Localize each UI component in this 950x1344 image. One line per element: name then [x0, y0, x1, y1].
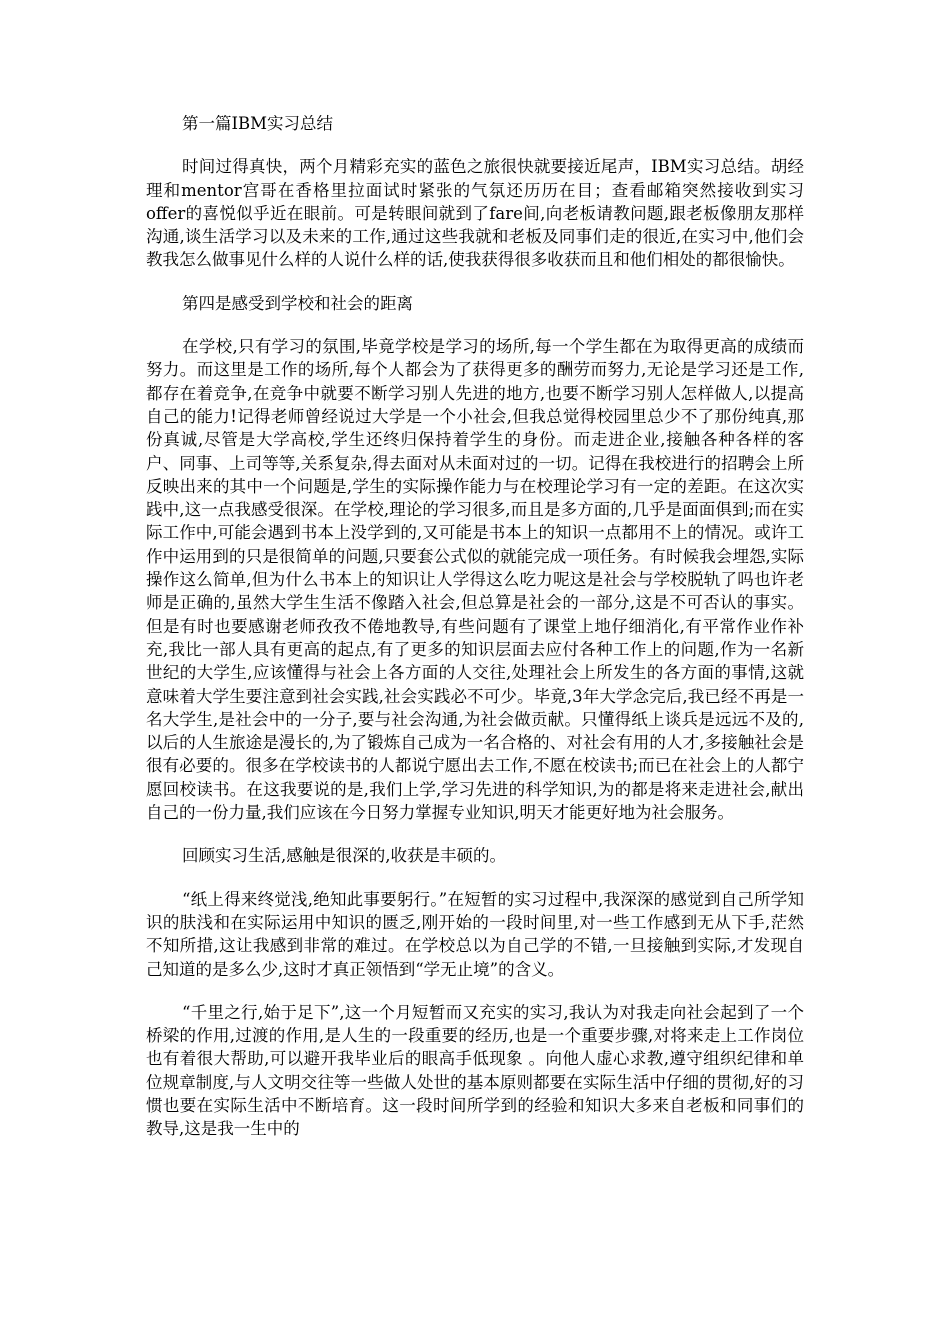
paragraph-review: 回顾实习生活,感触是很深的,收获是丰硕的。: [182, 846, 506, 866]
document-page: [146, 112, 804, 1141]
paragraph-intro: 时间过得真快，两个月精彩充实的蓝色之旅很快就要接近尾声，IBM实习总结。胡经理和mentor宫哥在香格里拉面试时紧张的气氛还历历在目；查看邮箱突然接收到实习offer的喜悦似乎近在眼前。可是转眼间就到了fare间,向老板请教问题,跟老板像朋友那样沟通,谈生活学习以及未来的工作,通过这些我就和老板及同事们走的很近,在实习中,他们会教我怎么做事见什么样的人说什么样的话,使我获得很多收获而且和他们相处的都很愉快。: [146, 157, 804, 270]
paragraph-quote-knowledge: “纸上得来终觉浅,绝知此事要躬行。”在短暂的实习过程中,我深深的感觉到自己所学知识的肤浅和在实际运用中知识的匮乏,刚开始的一段时间里,对一些工作感到无从下手,茫然不知所措,这让我感到非常的难过。在学校总以为自己学的不错,一旦接触到实际,才发现自己知道的是多么少,这时才真正领悟到“学无止境”的含义。: [146, 889, 804, 979]
document-title: 第一篇IBM实习总结: [182, 114, 334, 133]
section-heading: 第四是感受到学校和社会的距离: [182, 293, 413, 313]
paragraph-school-society: 在学校,只有学习的氛围,毕竟学校是学习的场所,每一个学生都在为取得更高的成绩而努力。而这里是工作的场所,每个人都会为了获得更多的酬劳而努力,无论是学习还是工作,都存在着竞争,在竞争中就要不断学习别人先进的地方,也要不断学习别人怎样做人,以提高自己的能力!记得老师曾经说过大学是一个小社会,但我总觉得校园里总少不了那份纯真,那份真诚,尽管是大学高校,学生还终归保持着学生的身份。而走进企业,接触各种各样的客户、同事、上司等等,关系复杂,得去面对从未面对过的一切。记得在我校进行的招聘会上所反映出来的其中一个问题是,学生的实际操作能力与在校理论学习有一定的差距。在这次实践中,这一点我感受很深。在学校,理论的学习很多,而且是多方面的,几乎是面面俱到;而在实际工作中,可能会遇到书本上没学到的,又可能是书本上的知识一点都用不上的情况。或许工作中运用到的只是很简单的问题,只要套公式似的就能完成一项任务。有时候我会埋怨,实际操作这么简单,但为什么书本上的知识让人学得这么吃力呢这是社会与学校脱轨了吗也许老师是正确的,虽然大学生生活不像踏入社会,但总算是社会的一部分,这是不可否认的事实。但是有时也要感谢老师孜孜不倦地教导,有些问题有了课堂上地仔细消化,有平常作业作补充,我比一部人具有更高的起点,有了更多的知识层面去应付各种工作上的问题,作为一名新世纪的大学生,应该懂得与社会上各方面的人交往,处理社会上所发生的各方面的事情,这就意味着大学生要注意到社会实践,社会实践必不可少。毕竟,3年大学念完后,我已经不再是一名大学生,是社会中的一分子,要与社会沟通,为社会做贡献。只懂得纸上谈兵是远远不及的,以后的人生旅途是漫长的,为了锻炼自己成为一名合格的、对社会有用的人才,多接触社会是很有必要的。很多在学校读书的人都说宁愿出去工作,不愿在校读书;而已在社会上的人都宁愿回校读书。在这我要说的是,我们上学,学习先进的科学知识,为的都是将来走进社会,献出自己的一份力量,我们应该在今日努力掌握专业知识,明天才能更好地为社会服务。: [146, 337, 804, 823]
paragraph-quote-journey: “千里之行,始于足下”,这一个月短暂而又充实的实习,我认为对我走向社会起到了一个桥梁的作用,过渡的作用,是人生的一段重要的经历,也是一个重要步骤,对将来走上工作岗位也有着很大帮助,可以避开我毕业后的眼高手低现象 。向他人虚心求教,遵守组织纪律和单位规章制度,与人文明交往等一些做人处世的基本原则都要在实际生活中仔细的贯彻,好的习惯也要在实际生活中不断培育。这一段时间所学到的经验和知识大多来自老板和同事们的教导,这是我一生中的: [146, 1002, 804, 1139]
